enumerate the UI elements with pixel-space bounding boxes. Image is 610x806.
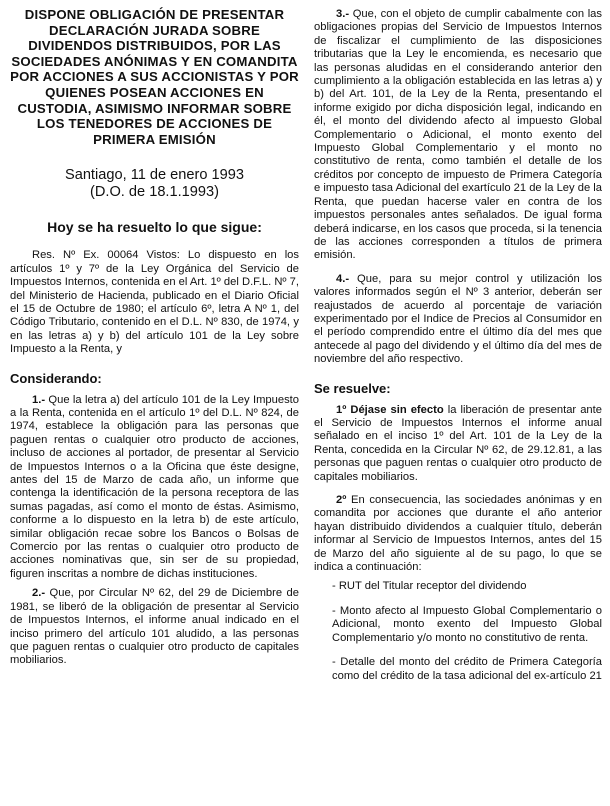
considerando-2-text: Que, por Circular Nº 62, del 29 de Diciembre de 1981, se liberó de la obligación de presentar al Servicio de Impuestos Internos, el informe anual indicado en el inciso primero del artículo 101 aludido, a las personas que paguen rentas o cualquier otro producto de capitales mobiliarios. xyxy=(10,587,299,667)
date-line: Santiago, 11 de enero 1993 xyxy=(64,167,245,184)
resuelve-1 xyxy=(314,404,602,484)
diario-oficial-date: (D.O. de 18.1.1993) xyxy=(90,184,219,201)
resuelve-2 xyxy=(314,494,602,574)
res-paragraph: Res. Nº Ex. 00064 Vistos: Lo dispuesto en los artículos 1º y 7º de la Ley Orgánica del Servicio de Impuestos Internos, contenida en el Art. 1º del D.F.L. Nº 7, del Ministerio de Hacienda, publicado en el Diario Oficial el 15 de Octubre de 1980; el artículo 6º, letra A Nº 1, del Código Tributario, contenido en el D.L. Nº 830, de 1974, y en las letras a) y b) del artículo 101 de la Ley sobre Impuesto a la Renta, y xyxy=(10,249,299,356)
considerando-3-number: 3.- xyxy=(336,8,350,20)
considerando-4-text: Que, para su mejor control y utilización los valores informados según el Nº 3 anterior, deberán ser reajustados de acuerdo al porcentaje de variación experimentado por el Indice de Precios al Consumidor en el período comprendido entre el último día del mes que antecede al pago del dividendo y el último día del mes de noviembre del año respectivo. xyxy=(314,272,602,366)
considerando-1 xyxy=(10,394,299,582)
considerando-2-number: 2.- xyxy=(32,587,46,600)
considerando-heading: Considerando: xyxy=(10,370,102,386)
considerando-1-number: 1.- xyxy=(32,393,46,406)
resuelve-1-text: la liberación de presentar ante el Servicio de Impuestos Internos el informe anual señalado en el inciso 1º del Art. 101 de la Ley de la Renta, concedida en la Circular Nº 62, de 29.12.81, a las personas que paguen rentas o cualquier otro producto de capitales mobiliarios. xyxy=(314,403,602,483)
considerando-4 xyxy=(314,273,602,367)
list-item: - RUT del Titular receptor del dividendo xyxy=(332,580,527,593)
considerando-1-text: Que la letra a) del artículo 101 de la Ley Impuesto a la Renta, contenida en el artículo 1º del D.L. Nº 824, de 1974, establece la obligación para las personas que paguen rentas o cualquier otro producto de acciones, incluso de acciones al portador, de presentar al Servicio de Impuestos Internos o a la Oficina que éste designe, antes del 15 de Marzo de cada año, un informe que contenga la identificación de la persona receptora de las sumas pagadas, así como el monto de éstas. Asimismo, conforme a lo dispuesto en la letra b) de este artículo, similar obligación recae sobre los Bancos o Bolsas de Comercio por las rentas o cualquier otro producto de acciones nominativas que, sin ser de su propiedad, figuren inscritas a nombre de dichas instituciones. xyxy=(10,393,299,580)
right-column xyxy=(314,0,602,694)
left-column xyxy=(10,0,299,668)
document-title: DISPONE OBLIGACIÓN DE PRESENTAR DECLARACIÓN JURADA SOBRE DIVIDENDOS DISTRIBUIDOS, POR LAS SOCIEDADES ANÓNIMAS Y EN COMANDITA POR ACCIONES A SUS ACCIONISTAS Y POR QUIENES POSEAN ACCIONES EN CUSTODIA, ASIMISMO INFORMAR SOBRE LOS TENEDORES DE ACCIONES DE PRIMERA EMISIÓN xyxy=(10,7,299,147)
resuelve-1-label: 1º Déjase sin efecto xyxy=(336,403,444,416)
considerando-2 xyxy=(10,587,299,667)
se-resuelve-heading: Se resuelve: xyxy=(314,380,391,396)
resuelve-2-label: 2º xyxy=(336,494,347,506)
considerando-3 xyxy=(314,8,602,263)
list-item: - Monto afecto al Impuesto Global Complementario o Adicional, monto exento del Impuesto Global Complementario y/o monto no constitutivo de renta. xyxy=(332,605,602,644)
considerando-3-text: Que, con el objeto de cumplir cabalmente con las obligaciones propias del Servicio de Impuestos Internos de fiscalizar el cumplimiento de las disposiciones tributarias que la Ley le encomienda, es necesario que las personas aludidas en el considerando anterior den cumplimiento a la obligación establecida en las letras a) y b) del Art. 101, de la Ley de la Renta, presentando el informe exigido por dicha disposición legal, indicando en él, el monto del dividendo afecto al impuesto Global Complementario o Adicional, el monto exento del Impuesto Global Complementario y el monto no constitutivo de renta, como también el detalle de los créditos por concepto de impuesto de Primera Categoría e impuesto tasa Adicional del exartículo 21 de la Ley de la Renta, que puedan hacerse valer en contra de los impuestos personales antes señalados. De igual forma deberá indicarse, en los casos que proceda, si la tenencia de las acciones corresponden a títulos de primera emisión. xyxy=(314,8,602,262)
resolved-heading: Hoy se ha resuelto lo que sigue: xyxy=(47,219,262,236)
resuelve-2-text: En consecuencia, las sociedades anónimas y en comandita por acciones que durante el año anterior hayan distribuido dividendos a cualquier título, deberán informar al Servicio de Impuestos Internos, antes del 15 de Marzo del año siguiente al de su pago, lo que se indica a continuación: xyxy=(314,494,602,574)
list-item: - Detalle del monto del crédito de Primera Categoría como del crédito de la tasa adicional del ex-artículo 21 xyxy=(332,656,602,682)
considerando-4-number: 4.- xyxy=(336,272,350,285)
